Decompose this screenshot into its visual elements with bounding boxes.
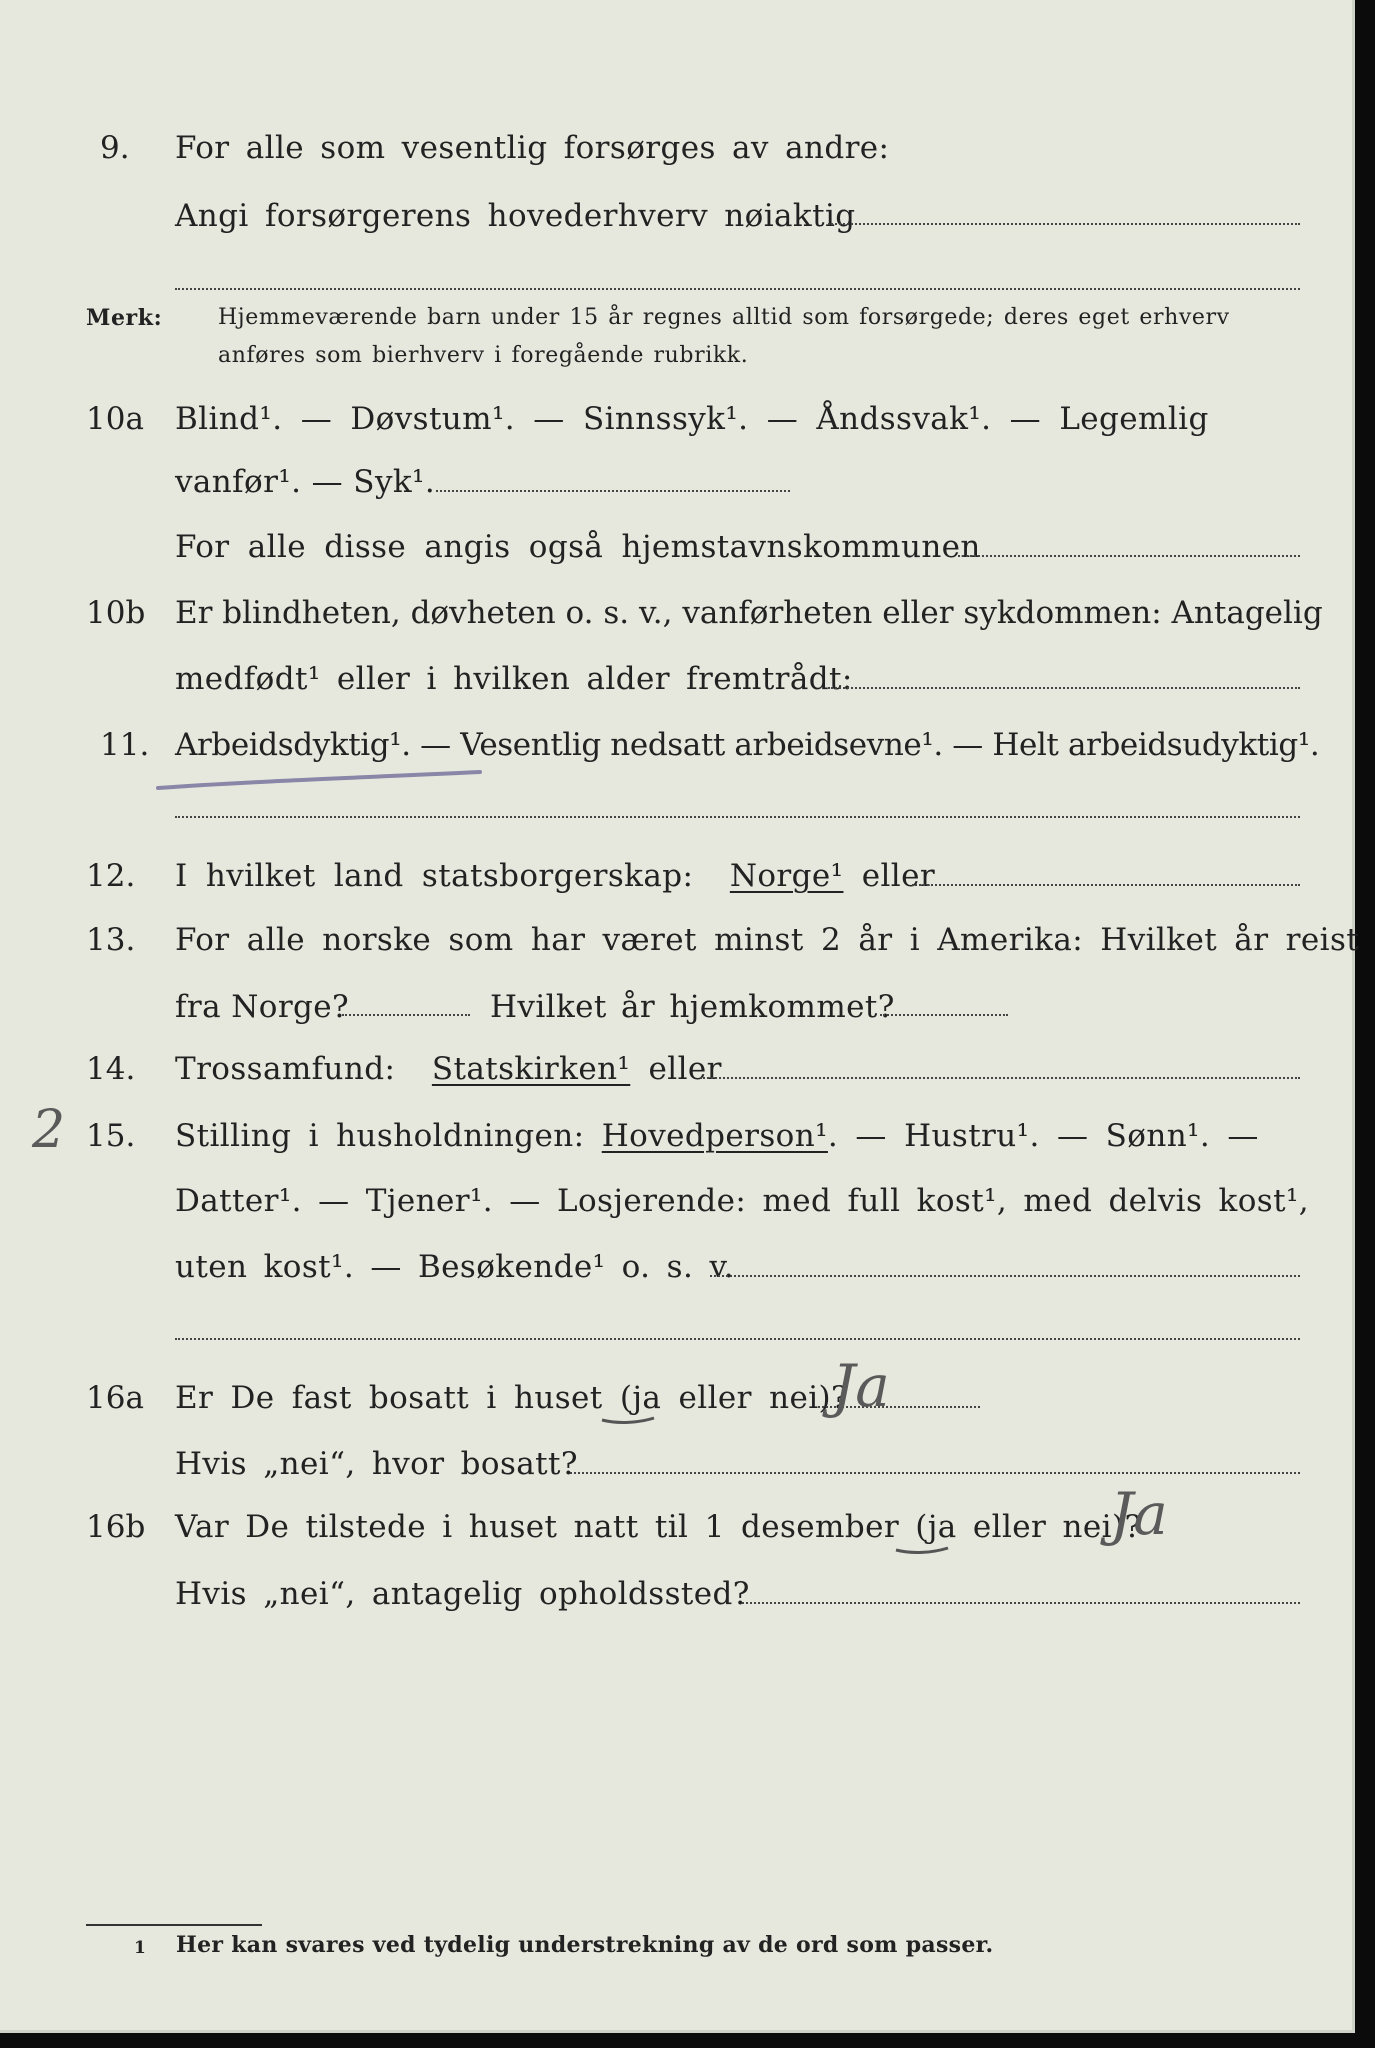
q9-line1: For alle som vesentlig forsørges av andre: [175,130,890,166]
q12-underlined-norge: Norge¹ [729,858,844,894]
q16a-handwritten-answer: Ja [832,1352,890,1420]
q9-answer-line [828,223,1300,225]
q10a-line2: vanfør¹. — Syk¹. [175,464,436,500]
q14-underlined-statskirken: Statskirken¹ [431,1051,631,1087]
q10b-answer-line [828,687,1300,689]
footnote-text: Her kan svares ved tydelig understrekning av de ord som passer. [176,1932,994,1958]
q15-line2: Datter¹. — Tjener¹. — Losjerende: med full kost¹, med delvis kost¹, [175,1183,1310,1219]
q12-suffix: eller [861,858,936,894]
q10a-hometown-line [958,555,1300,557]
footnote-mark: 1 [134,1938,147,1958]
q9-number: 9. [100,130,130,166]
q15-prefix: Stilling i husholdningen: [175,1118,585,1154]
q15-number: 15. [86,1118,136,1154]
q10b-line1: Er blindheten, døvheten o. s. v., vanførheten eller sykdommen: Antagelig [175,595,1323,631]
q11-handwritten-underline [150,760,490,800]
merk-line2: anføres som bierhverv i foregående rubrikk. [218,343,749,368]
q16a-line1: Er De fast bosatt i huset (ja eller nei)? [175,1380,849,1416]
q9-extra-line [175,288,1300,290]
q15-line3: uten kost¹. — Besøkende¹ o. s. v. [175,1249,734,1285]
q14-line [175,1049,722,1089]
q16a-bosatt-line [570,1472,1300,1474]
q16b-ja-underline [892,1544,952,1558]
q16b-handwritten-answer: Ja [1110,1480,1168,1548]
q13-line2a: fra Norge? [175,989,350,1025]
q13-hjemkommet-line [880,1014,1008,1016]
q10a-answer-line [436,490,790,492]
q12-number: 12. [86,858,136,894]
q12-line [175,856,935,896]
q15-underlined-hovedperson: Hovedperson¹ [601,1118,828,1154]
q15-line1 [175,1116,1259,1156]
q10b-number: 10b [86,595,146,631]
q13-reist-line [342,1014,470,1016]
q15-line1-rest: . — Hustru¹. — Sønn¹. — [827,1118,1259,1154]
q15-extra-line [175,1338,1300,1340]
q16a-line2: Hvis „nei“, hvor bosatt? [175,1446,578,1482]
q15-answer-line [710,1275,1300,1277]
q11-number: 11. [100,727,150,763]
q16b-line1: Var De tilstede i huset natt til 1 desember (ja eller nei)? [175,1509,1142,1545]
q10a-number: 10a [86,401,144,437]
q11-line1: Arbeidsdyktig¹. — Vesentlig nedsatt arbeidsevne¹. — Helt arbeidsudyktig¹. [175,727,1320,763]
q14-suffix: eller [648,1051,722,1087]
q13-line1: For alle norske som har været minst 2 år i Amerika: Hvilket år reist [175,922,1360,958]
q16b-line2: Hvis „nei“, antagelig opholdssted? [175,1576,750,1612]
merk-label: Merk: [86,305,163,331]
margin-handwritten-mark: 2 [32,1100,66,1160]
q14-prefix: Trossamfund: [175,1051,396,1087]
q16a-ja-underline [598,1414,658,1428]
q16b-number: 16b [86,1509,146,1545]
q12-prefix: I hvilket land statsborgerskap: [175,858,694,894]
q13-line2b: Hvilket år hjemkommet? [490,989,895,1025]
q10b-line2: medfødt¹ eller i hvilken alder fremtrådt: [175,661,853,697]
q14-answer-line [700,1077,1300,1079]
footnote-rule [86,1924,262,1926]
merk-line1: Hjemmeværende barn under 15 år regnes alltid som forsørgede; deres eget erhverv [218,305,1230,330]
q11-answer-line [175,816,1300,818]
q10a-line1: Blind¹. — Døvstum¹. — Sinnssyk¹. — Åndssvak¹. — Legemlig [175,401,1209,437]
q13-number: 13. [86,922,136,958]
q12-answer-line [912,884,1300,886]
q14-number: 14. [86,1051,136,1087]
q16a-number: 16a [86,1380,144,1416]
q9-line2: Angi forsørgerens hovederhverv nøiaktig [175,198,856,234]
q16b-opholdssted-line [742,1602,1300,1604]
q10a-line3: For alle disse angis også hjemstavnskommunen [175,529,981,565]
